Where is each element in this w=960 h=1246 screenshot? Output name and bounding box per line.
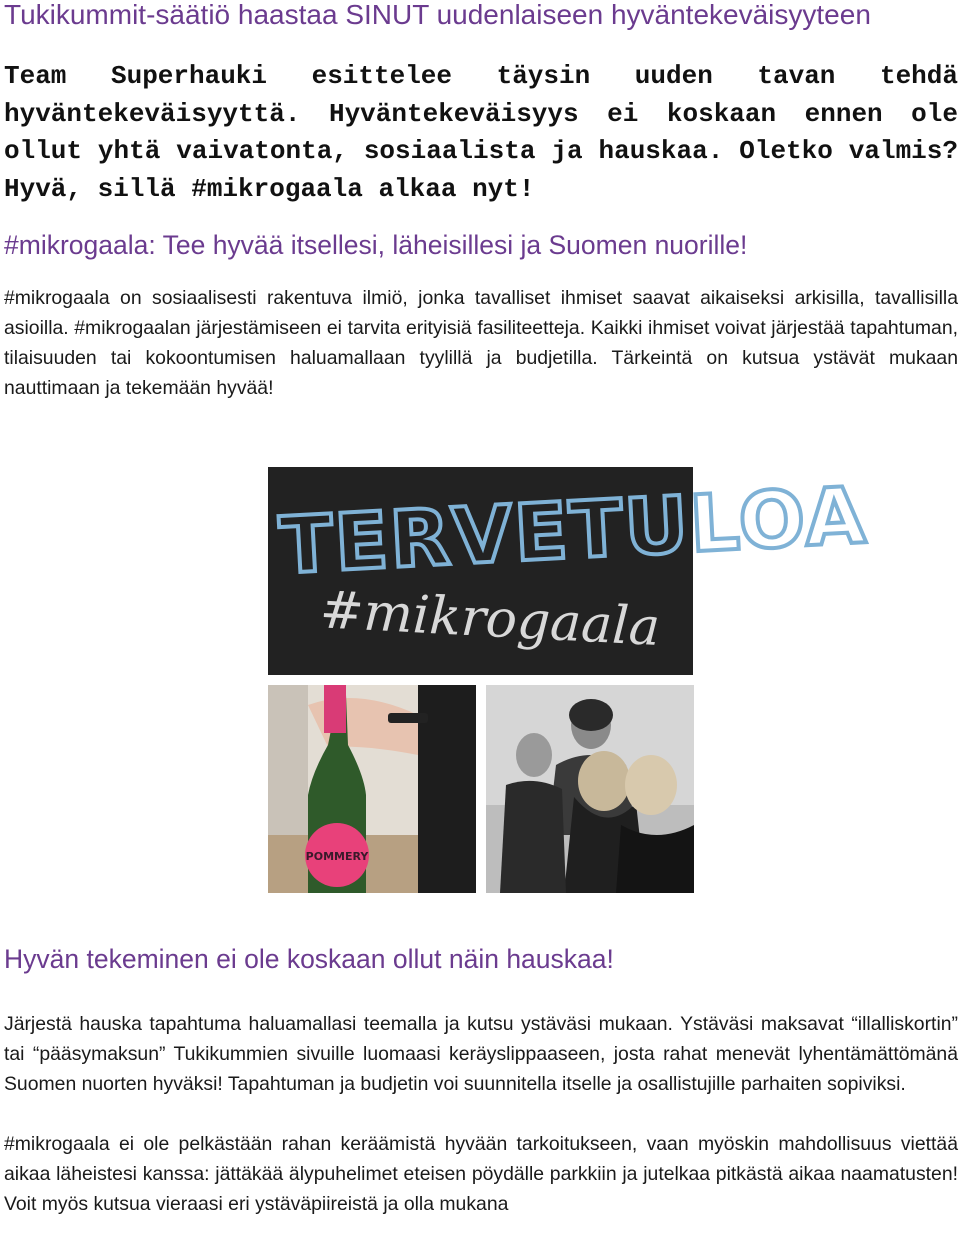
section-heading-fun: Hyvän tekeminen ei ole koskaan ollut näin hauskaa!	[4, 944, 614, 974]
paragraph-organize-event: Järjestä hauska tapahtuma haluamallasi teemalla ja kutsu ystäväsi mukaan. Ystäväsi maksavat “illalliskortin” tai “pääsymaksun” Tukikummien sivuille luomaasi keräyslippaaseen, josta rahat menevät lyhentämättömänä Suomen nuorten hyväksi! Tapahtuman ja budjetin voi suunnitella itselle ja osallistujille parhaiten sopiviksi.	[4, 1013, 958, 1095]
document-page	[4, 0, 958, 1215]
section-heading-mikrogaala: #mikrogaala: Tee hyvää itsellesi, läheisillesi ja Suomen nuorille!	[4, 230, 748, 260]
champagne-bottle-image	[268, 685, 476, 893]
chalkboard-text-tervetuloa: TERVETULOA	[277, 471, 870, 592]
paragraph-mikrogaala-description: #mikrogaala on sosiaalisesti rakentuva ilmiö, jonka tavalliset ihmiset saavat aikaiseksi arkisilla, tavallisilla asioilla. #mikrogaalan järjestämiseen ei tarvita erityisiä fasiliteetteja. Kaikki ihmiset voivat järjestää tapahtuman, tilaisuuden tai kokoontumisen haluamallaan tyylillä ja budjetilla. Tärkeintä on kutsua ystävät mukaan nauttimaan ja tekemään hyvää!	[4, 287, 958, 399]
people-group-image	[486, 685, 694, 893]
chalkboard-text-mikrogaala: #mikrogaala	[318, 580, 662, 659]
paragraph-time-together: #mikrogaala ei ole pelkästään rahan keräämistä hyvään tarkoitukseen, vaan myöskin mahdollisuus viettää aikaa läheistesi kanssa: jättäkää älypuhelimet eteisen pöydälle parkkiin ja jutelkaa pitkästä aikaa naamatusten! Voit myös kutsua vieraasi eri ystäväpiireistä ja olla mukana	[4, 1133, 958, 1215]
bottle-label-text: POMMERY	[305, 850, 369, 863]
photo-gallery	[268, 467, 870, 893]
intro-paragraph: Team Superhauki esittelee täysin uuden tavan tehdä hyväntekeväisyyttä. Hyväntekeväisyys ei koskaan ennen ole ollut yhtä vaivatonta, sosiaalista ja hauskaa. Oletko valmis? Hyvä, sillä #mikrogaala alkaa nyt!	[4, 61, 958, 204]
chalkboard-welcome-image	[268, 467, 870, 675]
document-title: Tukikummit-säätiö haastaa SINUT uudenlaiseen hyväntekeväisyyteen	[4, 0, 871, 30]
lower-text-section	[4, 1009, 958, 1219]
